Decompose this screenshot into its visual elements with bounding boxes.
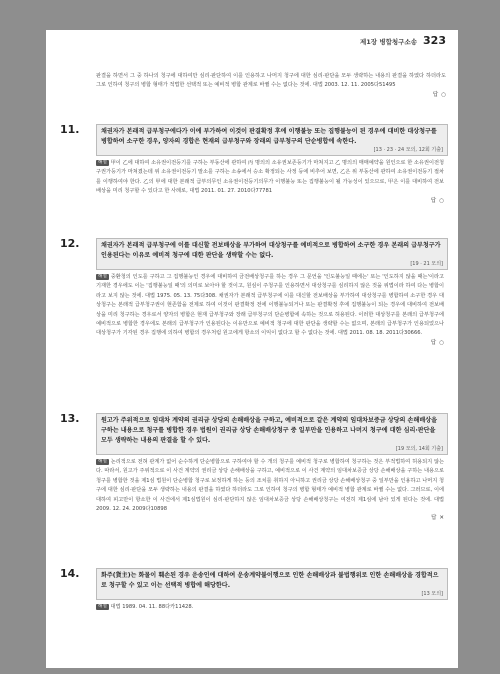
explanation-text: 甲이 乙에 대하여 소유권이전등기를 구하는 부동산에 관하여 丙 명의의 소유권보존등기가 마쳐지고 乙 명의의 매매예약을 원인으로 한 소유권이전청구권가등기가 마쳐졌는데 위 소유권이전등기 말소를 구하는 소송에서 승소 확정되는 사정 등에 비추어 보면, 乙은 위 부동산에 관하여 소유권이전등기 절차를 이행하여야 한다. 乙의 甲에 대한 본래적 급부의무인 소유권이전등기의무가 이행불능 또는 집행불능이 될 가능성이 있으므로, 甲은 이를 대비하여 전보배상을 미리 청구할 수 있다고 한 사례로, 대법 2011. 01. 27. 2010다77781 <box>96 160 444 195</box>
explanation-label: 해설 <box>98 160 107 165</box>
answer-row <box>96 197 444 205</box>
explanation-label: 해설 <box>98 274 107 279</box>
question-14 <box>60 568 448 612</box>
explanation-label: 해설 <box>98 459 107 464</box>
answer-mark: ○ <box>439 339 444 346</box>
question-11 <box>60 124 448 205</box>
question-number: 12. <box>60 237 80 250</box>
intro-paragraph: 판결을 하면서 그 중 하나의 청구에 대하여만 심리·판단하여 이를 인용하고 나머지 청구에 대한 심리·판단을 모두 생략하는 내용의 판결을 하였다 하더라도 그로 인하여 청구의 병합 형태가 적법한 선택적 또는 예비적 병합 관계로 바뀔 수는 없다는 것에. 대법 2003. 12. 11. 2005다51495 <box>96 73 446 89</box>
explanation <box>96 270 448 347</box>
question-source-tag: [19 모의, 14회 기출] <box>395 446 443 452</box>
question-text: 채권자가 본래적 급부청구에 이를 대신할 전보배상을 부가하여 대상청구를 예비적으로 병합하여 소구한 경우 본래의 급부청구가 인용된다는 이유로 예비적 청구에 대한 판단을 생략할 수는 없다. <box>101 242 441 259</box>
answer-mark: ○ <box>439 197 444 204</box>
question-source-tag: [19 · 21 모의] <box>410 261 443 267</box>
running-head <box>360 34 446 47</box>
question-box <box>96 124 448 156</box>
question-source-tag: [13 · 23 · 24 모의, 12회 기출] <box>373 147 443 153</box>
intro-paragraph-block <box>96 72 446 99</box>
question-source-tag: [13 모의] <box>421 591 443 597</box>
question-box <box>96 238 448 270</box>
question-box <box>96 413 448 455</box>
question-box <box>96 568 448 600</box>
answer-label: 답 <box>430 197 437 204</box>
question-number: 14. <box>60 567 80 580</box>
explanation <box>96 455 448 522</box>
explanation <box>96 600 448 612</box>
explanation-text: 중환청의 인도를 구하고 그 집행불능인 경우에 대비하여 금전배상청구를 하는 경우 그 문언을 '인도불능일 때에는' 또는 '인도하지 않을 때는'이라고 기재한 경우에도 이는 '집행불능일 때'의 의미로 보아야 할 것이고, 원심이 주청구를 인용하면서 대상청구를 심리하지 않은 것을 위법이라 하여 다는 병합이라고 보지 않는 것에. 대법 1975. 05. 13. 75다308. 채권자가 본래적 급부청구에 이를 대신할 전보배상을 부가하여 대상청구를 병합하여 소구한 경우 대상청구는 본래적 급부청구권이 현존함을 전제로 하여 이것이 판결확정 전에 이행불능되거나 또는 판결확정 후에 집행불능이 되는 경우에 대비하여 전보배상을 미리 청구하는 경우로서 양자의 병합은 현재 급부청구와 장래 급부청구의 단순병합에 속하는 것으로 허용된다. 이러한 대상청구를 본래의 급부청구에 예비적으로 병합한 경우에도 본래의 급부청구가 인용된다는 이유만으로 예비적 청구에 대한 판단을 생략할 수는 없으며, 본래의 급부청구가 인용되었으나 대상청구가 기각된 경우 집행에 의하여 병합의 경우처럼 원고에게 항소의 이익이 없다고 할 수 없다는 것에. 대법 2011. 08. 18. 2011다30666. <box>96 274 444 337</box>
question-number: 11. <box>60 123 80 136</box>
question-number: 13. <box>60 412 80 425</box>
answer-label: 답 <box>430 339 437 346</box>
explanation-text: 논리적으로 전혀 관계가 없어 순수하게 단순병합으로 구하여야 할 수 개의 청구를 예비적 청구로 병합하여 청구하는 것은 부적법하여 허용되지 않는다. 따라서, 원고가 주위적으로 이 사건 계약의 권리금 상당 손해배상을 구하고, 예비적으로 이 사건 계약의 임대차보증금 상당 손해배상을 구하는 내용으로 청구를 병합한 것을 제1심 법원이 단순병합 청구로 보정하게 하는 등의 조치를 취하지 아니하고 권리금 상당 손해배상청구 중 일부만을 인용하고 나머지 청구에 대한 심리·판단을 모두 생략하는 내용의 판결을 하였다 하더라도 그로 인하여 청구의 병합 형태가 예비적 병합 관계로 바뀔 수는 없다. 그러므로, 이에 대하여 피고만이 항소한 이 사건에서 제1심법원이 심리·판단하지 않은 임대차보증금 상당 손해배상청구는 여전히 제1심에 남아 있게 된다는 것에. 대법 2009. 12. 24. 2009다10898 <box>96 459 444 513</box>
explanation-text: 대법 1989. 04. 11. 88다카11428. <box>110 604 194 610</box>
book-page <box>46 30 458 668</box>
answer-mark: ○ <box>441 91 446 98</box>
page-number: 323 <box>423 34 446 47</box>
question-13 <box>60 413 448 522</box>
question-text: 화주(貨主)는 화물이 훼손된 경우 운송인에 대하여 운송계약불이행으로 인한 손해배상과 불법행위로 인한 손해배상을 경합적으로 청구할 수 있고 이는 선택적 병합에 해당한다. <box>101 572 439 589</box>
answer-label: 답 <box>432 91 439 98</box>
question-text: 원고가 주위적으로 임대차 계약의 권리금 상당의 손해배상을 구하고, 예비적으로 같은 계약의 임대차보증금 상당의 손해배상을 구하는 내용으로 청구를 병합한 경우 법원이 권리금 상당 손해배상청구 중 일부만을 인용하고 나머지 청구에 대한 심리·판단을 모두 생략하는 내용의 판결을 할 수 있다. <box>101 417 437 444</box>
answer-row <box>96 91 446 99</box>
question-text: 채권자가 본래적 급부청구에다가 이에 부가하여 이것이 판결확정 후에 이행불능 또는 집행불능이 된 경우에 대비한 대상청구를 병합하여 소구한 경우, 양자의 경합은 현재의 급부청구와 장래의 급부청구의 단순병합에 속한다. <box>101 128 437 145</box>
explanation-label: 해설 <box>98 604 107 609</box>
answer-row <box>96 339 444 347</box>
answer-row <box>96 514 444 522</box>
answer-mark: ✕ <box>439 515 444 522</box>
question-12 <box>60 238 448 347</box>
answer-label: 답 <box>431 515 437 522</box>
explanation <box>96 156 448 205</box>
chapter-title: 제1장 병합청구소송 <box>360 38 418 46</box>
